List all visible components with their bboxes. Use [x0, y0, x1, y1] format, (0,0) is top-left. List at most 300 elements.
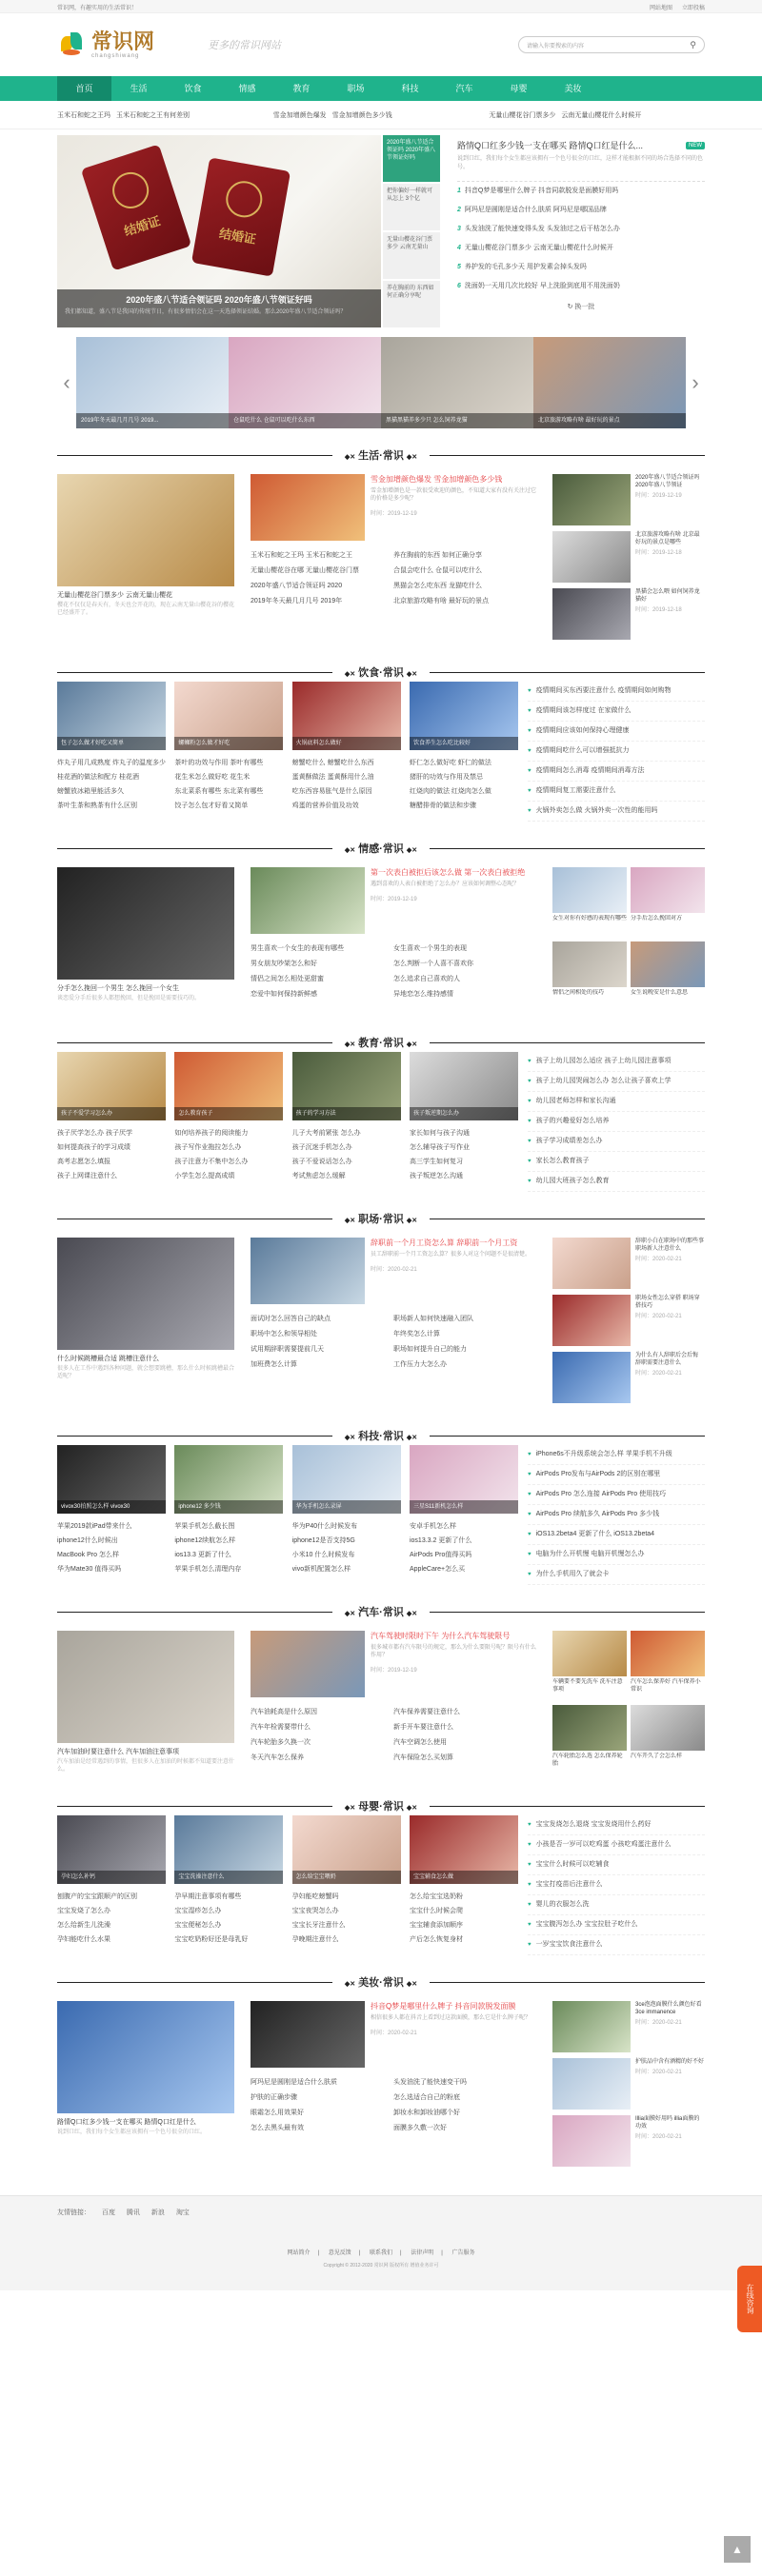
article-link[interactable]: 孕晚期注意什么 [291, 1936, 339, 1943]
nav-item-2[interactable]: 饮食 [184, 84, 202, 93]
featured-title[interactable]: 辞职前一个月工资怎么算 辞职前一个月工资 [371, 1238, 518, 1247]
grid-cell [552, 1631, 627, 1701]
article-link[interactable]: 虾仁怎么做好吃 虾仁的做法 [409, 760, 491, 766]
article-link[interactable]: 家长如何与孩子沟通 [409, 1130, 470, 1137]
article-link[interactable]: 桂花酒的做法和配方 桂花酒 [57, 774, 139, 781]
image-card[interactable] [57, 682, 166, 750]
nav-item-9[interactable]: 美妆 [564, 84, 582, 93]
section-grid [57, 1052, 705, 1192]
image-card[interactable] [174, 682, 283, 750]
article-link[interactable]: 小学生怎么提高成绩 [174, 1173, 235, 1179]
article-link[interactable]: 男生喜欢一个女生的表现有哪些 [251, 945, 344, 952]
article-link[interactable]: 汽车油耗高是什么原因 [251, 1709, 317, 1715]
article-link[interactable]: 螃蟹吃什么 螃蟹吃什么东西 [291, 760, 374, 766]
side-title[interactable]: 2020年盛八节适合领证吗 2020年盛八节领证 [635, 475, 700, 488]
article-link[interactable]: 职场如何提升自己的能力 [393, 1346, 467, 1353]
hot-list-text: 抖音Q梦是哪里什么牌子 抖音同款脱发是面膜好用吗 [464, 188, 619, 194]
side-image[interactable] [552, 1238, 631, 1289]
side-image[interactable] [552, 2115, 631, 2167]
grid-caption[interactable]: 情侣之间相处的技巧 [552, 990, 605, 996]
side-image[interactable] [552, 2058, 631, 2110]
section-body [57, 867, 705, 1016]
nav-item-7[interactable]: 汽车 [455, 84, 473, 93]
article-link[interactable]: 吃东西容易胀气是什么原因 [291, 788, 372, 795]
lead-caption[interactable]: 汽车加油时要注意什么 汽车加油注意事项 [57, 1749, 179, 1755]
article-link[interactable]: 新手开车要注意什么 [393, 1724, 453, 1731]
article-link[interactable]: ios13.3.2 更新了什么 [409, 1537, 472, 1544]
side-list-item[interactable]: ♥ 疫情期间应该如何保持心理健康 [528, 722, 705, 742]
article-link[interactable]: 汽车空调怎么使用 [393, 1739, 447, 1746]
lead-image[interactable] [57, 867, 234, 980]
link-column [292, 1126, 401, 1183]
image-caption: 华为手机怎么录屏 [292, 1500, 401, 1514]
refresh-button[interactable] [457, 302, 705, 311]
hot-rank: 5 [457, 264, 461, 270]
hero-thumb[interactable]: 养在胸前的 东西如何正确分享呢 [383, 281, 440, 327]
featured-title[interactable]: 汽车驾驶时限时下午 为什么汽车驾驶限号 [371, 1632, 511, 1640]
side-title[interactable]: 3ce泡泡面膜什么颜色好看 3ce immanence [635, 2002, 702, 2015]
image-card[interactable] [292, 1052, 401, 1120]
article-link[interactable]: 产后怎么恢复身材 [409, 1936, 463, 1943]
grid-caption[interactable]: 车辆要不要先洗车 洗车注意事项 [552, 1679, 623, 1693]
lead-caption[interactable]: 无量山樱花谷门票多少 云南无量山樱花 [57, 592, 172, 599]
article-link[interactable]: 孕妇能吃螃蟹吗 [291, 1893, 339, 1900]
side-image[interactable] [552, 2001, 631, 2052]
side-list-item[interactable]: ♥ AirPods Pro 怎么连接 AirPods Pro 使用技巧 [528, 1485, 705, 1505]
side-list-item[interactable]: ♥ 幼儿园大班孩子怎么教育 [528, 1172, 705, 1192]
grid-image[interactable] [631, 867, 705, 913]
sitemap-link[interactable]: 网站地图 [649, 5, 672, 11]
next-arrow-icon[interactable]: › [692, 370, 699, 394]
search-input[interactable]: 请输入你要搜索的内容 [527, 43, 585, 50]
side-list-item[interactable]: ♥ iOS13.2beta4 更新了什么 iOS13.2beta4 [528, 1525, 705, 1545]
article-links [251, 548, 536, 609]
carousel-item[interactable] [229, 337, 381, 428]
featured-title[interactable]: 抖音Q梦是哪里什么牌子 抖音同款脱发面膜 [371, 2002, 516, 2011]
article-link[interactable]: 孩子沉迷手机怎么办 [291, 1144, 352, 1151]
side-article [552, 2001, 705, 2052]
nav-item-3[interactable]: 情感 [238, 84, 256, 93]
friend-link[interactable]: 百度 [101, 2209, 115, 2216]
article-link[interactable]: 汽车保养需要注意什么 [393, 1709, 460, 1715]
grid-caption[interactable]: 汽车怎么保养好 汽车保养小常识 [631, 1679, 701, 1693]
article-link[interactable]: 孩子写作业拖拉怎么办 [174, 1144, 242, 1151]
friend-link[interactable]: 淘宝 [175, 2209, 190, 2216]
link-column [174, 1890, 283, 1947]
article-link[interactable]: iphone12什么时候出 [57, 1537, 118, 1544]
side-list-item[interactable]: ♥ 宝宝什么时候可以吃辅食 [528, 1855, 705, 1875]
lead-caption[interactable]: 什么时候跳槽最合适 跳槽注意什么 [57, 1356, 159, 1362]
ticker-link[interactable]: 雪金加增颜色多少钱 [331, 112, 392, 119]
image-caption: 三星S11新机怎么样 [410, 1500, 518, 1514]
article-link[interactable]: 孩子厌学怎么办 孩子厌学 [57, 1130, 132, 1137]
article-link[interactable]: 鸡蛋的营养价值及功效 [291, 803, 359, 809]
section-right [552, 474, 705, 645]
section-lead [57, 2001, 234, 2172]
article-link[interactable]: 怎么辅导孩子写作业 [409, 1144, 470, 1151]
grid-image[interactable] [631, 1631, 705, 1676]
article-link[interactable]: 情侣之间怎么相处更甜蜜 [251, 976, 324, 982]
article-link[interactable]: 面试时怎么回答自己的缺点 [251, 1316, 331, 1322]
lead-image[interactable] [57, 1238, 234, 1350]
hot-list-item[interactable] [457, 239, 705, 258]
article-link[interactable]: 高考志愿怎么填报 [57, 1159, 110, 1165]
ticker-link[interactable]: 雪金加增颜色爆发 [272, 112, 327, 119]
link-column [57, 1890, 166, 1947]
hero-thumb[interactable]: 无量山樱花谷门票多少 云南无量山 [383, 232, 440, 279]
link-column [410, 756, 518, 813]
article-link[interactable]: 小米10 什么时候发布 [291, 1552, 355, 1558]
side-list-item[interactable]: ♥ 电脑为什么开机慢 电脑开机慢怎么办 [528, 1545, 705, 1565]
article-link[interactable]: 螃蟹放冰箱里能活多久 [57, 788, 124, 795]
article-link[interactable]: 眼霜怎么用效果好 [251, 2110, 304, 2116]
footer-link[interactable]: 法律声明 [411, 2250, 434, 2256]
article-link[interactable]: 工作压力大怎么办 [393, 1361, 447, 1368]
friend-links-label: 友情链接： [57, 2209, 90, 2216]
article-link[interactable]: MacBook Pro 怎么样 [57, 1552, 119, 1558]
grid-caption[interactable]: 女生说晚安是什么意思 [631, 990, 689, 996]
image-card[interactable] [292, 682, 401, 750]
article-link[interactable]: 花生米怎么做好吃 花生米 [174, 774, 251, 781]
side-list-item[interactable]: ♥ 家长怎么教育孩子 [528, 1152, 705, 1172]
lead-desc: 汽车加油是经常遇到的事情，但很多人在加油的时候都不知道要注意什么。 [57, 1759, 235, 1773]
featured-image[interactable] [251, 2001, 365, 2068]
lead-image[interactable] [57, 1631, 234, 1743]
article-link[interactable]: AppleCare+怎么买 [409, 1566, 466, 1573]
side-image[interactable] [552, 531, 631, 583]
article-link[interactable]: 宝宝辅食添加顺序 [409, 1922, 463, 1929]
grid-caption[interactable]: 汽车轮胎怎么选 怎么保养轮胎 [552, 1754, 623, 1767]
article-link[interactable]: 汽车轮胎多久换一次 [251, 1739, 311, 1746]
article-link[interactable]: 如何提高孩子的学习成绩 [57, 1144, 130, 1151]
side-title[interactable]: 职场女性怎么穿搭 职场穿搭技巧 [635, 1296, 700, 1309]
side-text [635, 2058, 704, 2110]
article-link[interactable]: vivo新机配置怎么样 [291, 1566, 351, 1573]
article-link[interactable]: 女生喜欢一个男生的表现 [393, 945, 467, 952]
article-link[interactable]: 宝宝长牙注意什么 [291, 1922, 346, 1929]
link-column [57, 756, 166, 813]
article-link[interactable]: 汽车保险怎么买划算 [393, 1754, 453, 1761]
carousel-item[interactable] [76, 337, 229, 428]
side-text [635, 1295, 705, 1346]
side-list-item[interactable]: ♥ AirPods Pro 续航多久 AirPods Pro 多少钱 [528, 1505, 705, 1525]
side-article [552, 1352, 705, 1403]
featured-desc: 相信很多人都在抖音上看到过这款面膜，那么它是什么牌子呢？ [371, 2015, 531, 2021]
article-link[interactable]: AirPods Pro值得买吗 [409, 1552, 472, 1558]
article-link[interactable]: iphone12是否支持5G [291, 1537, 355, 1544]
article-link[interactable]: 孩子叛逆怎么沟通 [409, 1173, 463, 1179]
side-image[interactable] [552, 1352, 631, 1403]
hot-title[interactable]: 路情Q口红多少钱一支在哪买 路情Q口红是什么... [457, 141, 644, 150]
image-card[interactable] [410, 1815, 518, 1884]
image-card[interactable] [292, 1445, 401, 1514]
section-header [57, 1796, 705, 1815]
lead-image[interactable] [57, 474, 234, 586]
article-link[interactable]: 华为Mate30 值得买吗 [57, 1566, 122, 1573]
carousel-caption: 2019年冬天最几月几号 2019... [76, 413, 229, 428]
article-link[interactable]: 怎么去黑头最有效 [251, 2125, 304, 2131]
grid-caption[interactable]: 汽车开久了会怎么样 [631, 1754, 683, 1759]
article-link[interactable]: 考试焦虑怎么缓解 [291, 1173, 346, 1179]
article-link[interactable]: 怎么追求自己喜欢的人 [393, 976, 460, 982]
grid-image[interactable] [552, 941, 627, 987]
side-list-item[interactable]: ♥ 疫情期间吃什么可以增强抵抗力 [528, 742, 705, 762]
side-title[interactable]: 护肤品中含有酒精的好不好 [635, 2059, 705, 2065]
article-link[interactable]: 2019年冬天最几月几号 2019年 [251, 598, 343, 604]
side-list-item[interactable]: ♥ 疫情期间怎么消毒 疫情期间消毒方法 [528, 762, 705, 782]
article-link[interactable]: 儿子大考前紧张 怎么办 [291, 1130, 361, 1137]
image-card[interactable] [410, 1052, 518, 1120]
article-link[interactable]: 红烧肉的做法 红烧肉怎么做 [409, 788, 491, 795]
article-link[interactable]: 刨腹产的宝宝跟顺产的区别 [57, 1893, 137, 1900]
side-list-item[interactable]: ♥ 宝宝发烧怎么退烧 宝宝发烧用什么药好 [528, 1815, 705, 1835]
back-to-top-icon[interactable]: ▲ [724, 2536, 751, 2563]
grid-image[interactable] [631, 941, 705, 987]
section-header [57, 1033, 705, 1052]
section-left [57, 1052, 518, 1192]
article-link[interactable]: 怎么判断一个人喜不喜欢你 [393, 961, 473, 967]
article-link[interactable]: 试用期辞职需要提前几天 [251, 1346, 324, 1353]
side-title[interactable]: Illia面膜好用吗 illia面膜的功效 [635, 2116, 700, 2130]
article-link[interactable]: 卸妆水和卸妆油哪个好 [393, 2110, 460, 2116]
article-link[interactable]: 炸丸子用几成熟度 炸丸子的温度多少 [57, 760, 166, 766]
image-card[interactable] [174, 1052, 283, 1120]
article-link[interactable]: 汽车年检需要带什么 [251, 1724, 311, 1731]
article-link[interactable]: 苹果2019款iPad带来什么 [57, 1523, 132, 1530]
article-link[interactable]: 2020年盛八节适合领证吗 2020 [251, 583, 343, 589]
prev-arrow-icon[interactable]: ‹ [63, 370, 70, 394]
article-link[interactable]: 无量山樱花谷在哪 无量山樱花谷门票 [251, 567, 359, 574]
article-link[interactable]: 茶叶的功效与作用 茶叶有哪些 [174, 760, 264, 766]
article-link[interactable]: 恋爱中如何保持新鲜感 [251, 991, 317, 998]
section-body [57, 2001, 705, 2172]
image-card[interactable] [174, 1445, 283, 1514]
featured-article [251, 867, 536, 934]
hot-list-item[interactable] [457, 220, 705, 239]
article-link[interactable]: 如何培养孩子的阅读能力 [174, 1130, 249, 1137]
article-link[interactable]: 宝宝吃奶粉好还是母乳好 [174, 1936, 249, 1943]
side-list-item[interactable]: ♥ 火锅外卖怎么做 火锅外卖一次性的能用吗 [528, 802, 705, 822]
grid-cell [631, 867, 705, 938]
carousel-item[interactable] [533, 337, 686, 428]
image-caption: 宝宝辅食怎么做 [410, 1871, 518, 1884]
article-link[interactable]: 孕早期注意事项有哪些 [174, 1893, 242, 1900]
hot-list-item[interactable] [457, 277, 705, 296]
section-header [57, 1602, 705, 1621]
article-link[interactable]: 职场新人如何快速融入团队 [393, 1316, 473, 1322]
grid-caption[interactable]: 分手后怎么挽回对方 [631, 916, 683, 921]
site-logo[interactable] [57, 30, 200, 59]
featured-title[interactable]: 雪金加增颜色爆发 雪金加增颜色多少钱 [371, 475, 503, 484]
section [57, 446, 705, 645]
side-list-item[interactable]: ♥ 为什么手机用久了就会卡 [528, 1565, 705, 1585]
search-icon[interactable]: ⚲ [690, 39, 696, 50]
article-link[interactable]: 北京旅游攻略有啥 最好玩的景点 [393, 598, 489, 604]
article-link[interactable]: 宝宝夜哭怎么办 [291, 1908, 339, 1914]
hot-list-item[interactable] [457, 258, 705, 277]
section [57, 1209, 705, 1409]
article-link[interactable]: 茶叶生茶和熟茶有什么区别 [57, 803, 137, 809]
grid-image[interactable] [631, 1705, 705, 1751]
lead-desc: 樱花不仅仅是春天有，冬天也会开花的，现在云南无量山樱花谷的樱花已经盛开了。 [57, 603, 235, 616]
side-list-item[interactable]: ♥ 幼儿园老师怎样和家长沟通 [528, 1092, 705, 1112]
side-list-item[interactable]: ♥ 疫情期间买东西要注意什么 疫情期间如何购物 [528, 682, 705, 702]
hero-thumb[interactable]: 把你偏好一样就可从怎上 3个亿 [383, 184, 440, 230]
image-card[interactable] [174, 1815, 283, 1884]
article-link[interactable]: 护肤的正确步骤 [251, 2094, 297, 2101]
article-link[interactable]: 孩子上网课注意什么 [57, 1173, 117, 1179]
section-lead [57, 1631, 234, 1779]
side-list-item[interactable]: ♥ 小孩是否一岁可以吃鸡蛋 小孩吃鸡蛋注意什么 [528, 1835, 705, 1855]
ticker-link[interactable]: 云南无量山樱花什么时候开 [561, 112, 642, 119]
hot-list-item[interactable] [457, 201, 705, 220]
article-link[interactable]: 养在胸前的东西 如何正确分享 [393, 552, 482, 559]
side-date: 时间：2019-12-18 [635, 550, 682, 556]
search-box[interactable] [518, 36, 705, 53]
featured-image[interactable] [251, 1631, 365, 1697]
top-bar [0, 0, 762, 13]
lead-caption[interactable]: 分手怎么挽回一个男生 怎么挽回一个女生 [57, 985, 179, 992]
side-list-item[interactable]: ♥ 宝宝腹泻怎么办 宝宝拉肚子吃什么 [528, 1915, 705, 1935]
article-link[interactable]: 宝宝什么时候会爬 [409, 1908, 463, 1914]
article-link[interactable]: 玉米石和蛇之王玛 玉米石和蛇之王 [251, 552, 352, 559]
footer-link[interactable]: 广告服务 [451, 2250, 475, 2256]
side-list-item[interactable]: ♥ 孩子的兴趣爱好怎么培养 [528, 1112, 705, 1132]
article-link[interactable]: 蛋黄酥做法 蛋黄酥用什么油 [291, 774, 374, 781]
grid-image[interactable] [552, 867, 627, 913]
article-link[interactable]: 孕妇能吃什么水果 [57, 1936, 110, 1943]
nav-item-0[interactable]: 首页 [57, 76, 111, 101]
side-list-item[interactable]: ♥ 孩子学习成绩差怎么办 [528, 1132, 705, 1152]
carousel-item[interactable] [381, 337, 533, 428]
grid-image[interactable] [552, 1705, 627, 1751]
side-list-item[interactable]: ♥ 疫情期间该怎样度过 在家做什么 [528, 702, 705, 722]
side-list-item[interactable]: ♥ iPhone6s不升级系统会怎么样 苹果手机不升级 [528, 1445, 705, 1465]
article-link[interactable]: 怎么给新生儿洗澡 [57, 1922, 110, 1929]
article-link[interactable]: 宝宝发烧了怎么办 [57, 1908, 110, 1914]
link-column [174, 756, 283, 813]
submit-link[interactable]: 立即投稿 [681, 5, 705, 11]
logo-icon [57, 30, 86, 59]
article-link[interactable]: 阿玛尼是圆刚是适合什么肤质 [251, 2079, 337, 2086]
article-link[interactable]: 加班费怎么计算 [251, 1361, 297, 1368]
article-link[interactable]: 苹果手机怎么清理内存 [174, 1566, 242, 1573]
footer-link[interactable]: 联系我们 [369, 2250, 392, 2256]
article-link[interactable]: 宝宝湿疹怎么办 [174, 1908, 222, 1914]
side-list-item[interactable]: ♥ 孩子上幼儿园怎么适应 孩子上幼儿园注意事项 [528, 1052, 705, 1072]
nav-item-6[interactable]: 科技 [401, 84, 419, 93]
ticker-link[interactable]: 玉米石和蛇之王有何差别 [116, 112, 190, 119]
image-caption: 孩子叛逆期怎么办 [410, 1107, 518, 1120]
image-card[interactable] [57, 1445, 166, 1514]
image-card[interactable] [57, 1815, 166, 1884]
side-text [635, 2001, 705, 2052]
nav-item-4[interactable]: 教育 [292, 84, 311, 93]
article-link[interactable]: 高三学生如何复习 [409, 1159, 463, 1165]
side-title[interactable]: 北京旅游攻略有啥 北京最好玩的景点是哪些 [635, 532, 700, 545]
article-link[interactable]: 头发油洗了能快速变干吗 [393, 2079, 467, 2086]
featured-title[interactable]: 第一次表白被拒后该怎么做 第一次表白被拒绝 [371, 868, 526, 877]
article-link[interactable]: 东北菜系有哪些 东北菜有哪些 [174, 788, 264, 795]
article-link[interactable]: iphone12续航怎么样 [174, 1537, 236, 1544]
article-link[interactable]: 合鼠会吃什么 仓鼠可以吃什么 [393, 567, 482, 574]
side-image[interactable] [552, 1295, 631, 1346]
nav-item-8[interactable]: 母婴 [510, 84, 528, 93]
image-card[interactable] [410, 682, 518, 750]
article-link[interactable]: 怎么选适合自己的粉底 [393, 2094, 460, 2101]
footer-link[interactable]: 网站简介 [287, 2250, 311, 2256]
link-column [292, 1519, 401, 1576]
article-link[interactable]: 糖醋排骨的做法和步骤 [409, 803, 476, 809]
nav-item-1[interactable]: 生活 [130, 84, 148, 93]
image-card[interactable] [292, 1815, 401, 1884]
article-link[interactable]: 安卓手机怎么样 [409, 1523, 456, 1530]
article-link[interactable]: 年终奖怎么计算 [393, 1331, 440, 1338]
featured-image[interactable] [251, 474, 365, 541]
side-list-item[interactable]: ♥ 宝宝打疫苗后注意什么 [528, 1875, 705, 1895]
friend-link[interactable]: 新浪 [150, 2209, 165, 2216]
footer-link[interactable]: 意见反馈 [328, 2250, 351, 2256]
side-image[interactable] [552, 474, 631, 525]
lead-caption[interactable]: 路情Q口红多少钱一支在哪买 路情Q口红是什么 [57, 2119, 196, 2126]
ticker-link[interactable]: 无量山樱花谷门票多少 [489, 112, 556, 119]
article-link[interactable]: 黑猫会怎么吃东西 龙猫吃什么 [393, 583, 482, 589]
ticker-link[interactable]: 玉米石和蛇之王玛 [57, 112, 110, 119]
hero-thumb[interactable]: 2020年盛八节适合领证吗 2020年盛八节领证好吗 [383, 135, 440, 182]
featured-image[interactable] [251, 1238, 365, 1304]
side-list-item[interactable]: ♥ 一岁宝宝饮食注意什么 [528, 1935, 705, 1955]
article-link[interactable]: 孩子注意力不集中怎么办 [174, 1159, 249, 1165]
article-link[interactable]: 苹果手机怎么截长图 [174, 1523, 235, 1530]
image-caption: 怎么教育孩子 [174, 1107, 283, 1120]
friend-link[interactable]: 腾讯 [126, 2209, 140, 2216]
section-lead [57, 474, 234, 645]
article-link[interactable]: 宝宝便秘怎么办 [174, 1922, 222, 1929]
lead-image[interactable] [57, 2001, 234, 2113]
article-link[interactable]: 饺子怎么包才好看又简单 [174, 803, 249, 809]
article-link[interactable]: 华为P40什么时候发布 [291, 1523, 358, 1530]
image-card[interactable] [57, 1052, 166, 1120]
featured-image[interactable] [251, 867, 365, 934]
side-image[interactable] [552, 588, 631, 640]
article-link[interactable]: ios13.3 更新了什么 [174, 1552, 231, 1558]
image-card[interactable] [410, 1445, 518, 1514]
article-link[interactable]: 怎么给宝宝选奶粉 [409, 1893, 463, 1900]
side-list-item[interactable]: ♥ 疫情期间复工需要注意什么 [528, 782, 705, 802]
nav-item-5[interactable]: 职场 [347, 84, 365, 93]
grid-caption[interactable]: 女生对你有好感的表现有哪些 [552, 916, 627, 921]
hero-image[interactable]: 结婚证 结婚证 2020年盛八节适合领证吗 2020年盛八节领证好吗 我们都知道，盛八节是我国的传统节日，有很多情侣会在这一天选择领证结婚。那么2020年盛八节适合领证吗？ [57, 135, 381, 327]
hot-rank: 2 [457, 207, 461, 213]
article-link[interactable]: 男女朋友吵架怎么和好 [251, 961, 317, 967]
side-title[interactable]: 黑猫会怎么喂 如何饲养龙猫好 [635, 589, 700, 603]
article-link[interactable]: 孩子不爱说话怎么办 [291, 1159, 352, 1165]
article-link[interactable]: 猪肝的功效与作用及禁忌 [409, 774, 483, 781]
online-consult-button[interactable]: 在线咨询 [737, 2266, 762, 2332]
article-link[interactable]: 冬天汽车怎么保养 [251, 1754, 304, 1761]
side-title[interactable]: 辞职小白在职场中的那些事 职场新人注意什么 [635, 1238, 705, 1252]
side-list-item[interactable]: ♥ 孩子上幼儿园哭闹怎么办 怎么让孩子喜欢上学 [528, 1072, 705, 1092]
hot-list-item[interactable] [457, 182, 705, 201]
side-title[interactable]: 为什么有人辞职后会后悔 辞职需要注意什么 [635, 1353, 699, 1366]
article-link[interactable]: 异地恋怎么维持感情 [393, 991, 453, 998]
grid-image[interactable] [552, 1631, 627, 1676]
side-list-item[interactable]: ♥ 婴儿的衣服怎么洗 [528, 1895, 705, 1915]
article-link[interactable]: 职场中怎么和领导相处 [251, 1331, 317, 1338]
hero-title[interactable]: 2020年盛八节适合领证吗 2020年盛八节领证好吗 [126, 295, 312, 305]
side-list-item[interactable]: ♥ AirPods Pro发布与AirPods 2的区别在哪里 [528, 1465, 705, 1485]
article-link[interactable]: 面膜多久敷一次好 [393, 2125, 447, 2131]
